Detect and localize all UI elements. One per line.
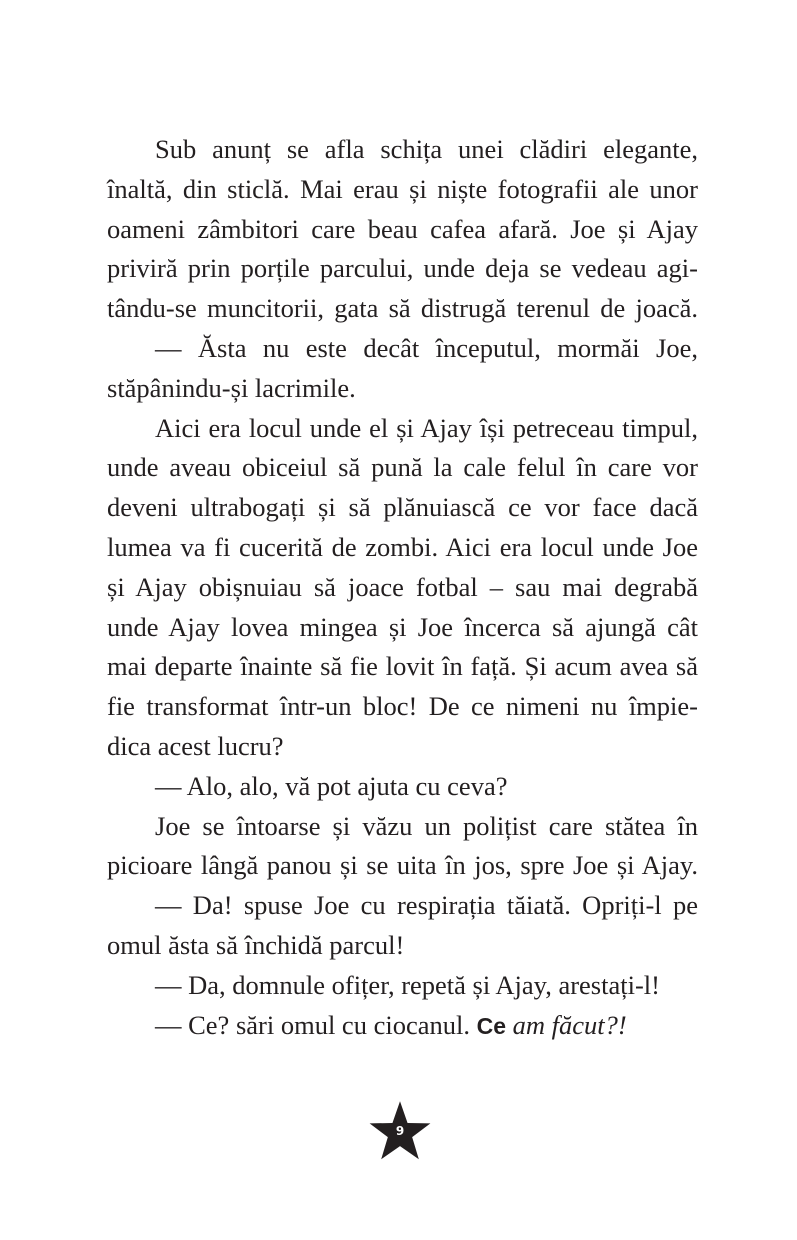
text-line: unde aveau obiceiul să pună la cale felul în care vor (107, 452, 698, 483)
text-line: deveni ultrabogați și să plănuiască ce vor face dacă (107, 492, 698, 523)
text-line: oameni zâmbitori care beau cafea afară. Joe și Ajay (107, 213, 698, 244)
text-line: — Alo, alo, vă pot ajuta cu ceva? (155, 770, 508, 801)
text-line: dica acest lucru? (107, 730, 284, 761)
text-line: fie transformat într-un bloc! De ce nimeni nu împie- (107, 691, 698, 722)
text-line: priviră prin porțile parcului, unde deja se vedeau agi- (107, 253, 698, 284)
text-line: stăpânindu-și lacrimile. (107, 372, 356, 403)
text-line: înaltă, din sticlă. Mai erau și niște fotografii ale unor (107, 173, 698, 204)
text-line: Joe se întoarse și văzu un polițist care stătea în (155, 810, 698, 841)
text-line: omul ăsta să închidă parcul! (107, 929, 405, 960)
text-line: tându-se muncitorii, gata să distrugă terenul de joacă. (107, 293, 698, 324)
text-line: picioare lângă panou și se uita în jos, spre Joe și Ajay. (107, 850, 698, 881)
text-line: — Ăsta nu este decât începutul, mormăi Joe, (155, 332, 698, 363)
text-line: Sub anunț se afla schița unei clădiri elegante, (155, 134, 698, 164)
text-line: și Ajay obișnuiau să joace fotbal – sau mai degrabă (107, 571, 698, 602)
text-line: mai departe înainte să fie lovit în față. Și acum avea să (107, 651, 698, 682)
text-line: — Da! spuse Joe cu respirația tăiată. Opriți-l pe (155, 890, 698, 921)
text-line: unde Ajay lovea mingea și Joe încerca să ajungă cât (107, 611, 698, 642)
last-line-italic: am făcut?! (512, 1009, 627, 1040)
last-line-bold: Ce (476, 1012, 506, 1039)
text-line-last (107, 1006, 698, 1046)
text-line: — Da, domnule ofițer, repetă și Ajay, arestați-l! (155, 969, 660, 1000)
page-number: 9 (395, 1124, 405, 1138)
text-line: lumea va fi cucerită de zombi. Aici era locul unde Joe (107, 531, 698, 562)
page-body-text (107, 130, 698, 1045)
last-line-plain: — Ce? sări omul cu ciocanul. (155, 1009, 477, 1040)
text-line: Aici era locul unde el și Ajay își petreceau timpul, (155, 412, 698, 443)
